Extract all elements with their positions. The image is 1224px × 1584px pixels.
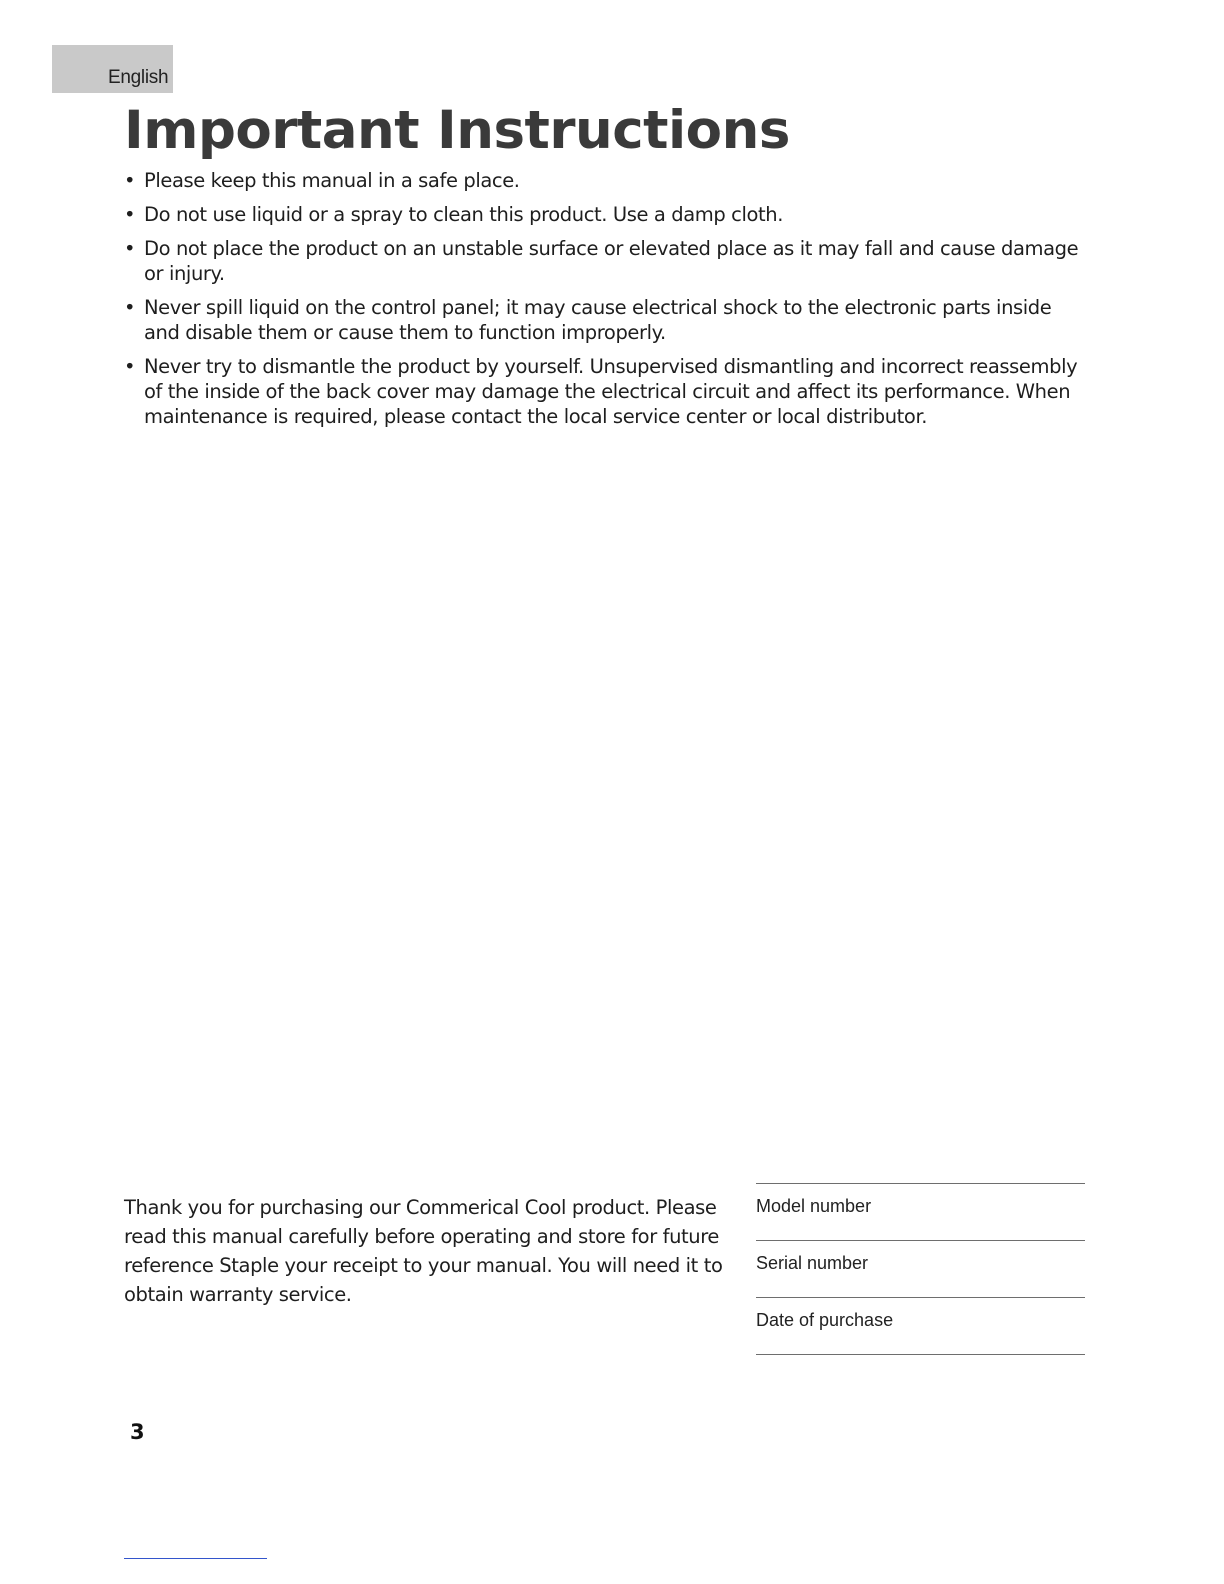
instructions-list — [124, 168, 1084, 438]
instruction-text: Do not place the product on an unstable surface or elevated place as it may fall and cause damage or injury. — [144, 237, 1079, 285]
date-of-purchase-field — [756, 1297, 1085, 1355]
instruction-text: Never spill liquid on the control panel; it may cause electrical shock to the electronic parts inside and disable them or cause them to function improperly. — [144, 296, 1052, 344]
instruction-text: Please keep this manual in a safe place. — [144, 169, 520, 192]
purchase-record-form — [756, 1183, 1085, 1355]
model-number-field — [756, 1183, 1085, 1240]
instruction-text: Never try to dismantle the product by yourself. Unsupervised dismantling and incorrect reassembly of the inside of the back cover may damage the electrical circuit and affect its performance. When maintenance is required, please contact the local service center or local distributor. — [144, 355, 1078, 428]
bullet-icon: • — [124, 296, 136, 319]
page-title: Important Instructions — [124, 100, 790, 161]
instruction-item — [124, 354, 1084, 429]
instruction-text: Do not use liquid or a spray to clean this product. Use a damp cloth. — [144, 203, 784, 226]
language-tab-label: English — [108, 67, 169, 88]
date-of-purchase-label: Date of purchase — [756, 1310, 894, 1330]
instruction-item — [124, 168, 1084, 193]
thank-you-paragraph: Thank you for purchasing our Commerical Cool product. Please read this manual carefully before operating and store for future reference Staple your receipt to your manual. You will need it to obtain warranty service. — [124, 1196, 723, 1306]
bullet-icon: • — [124, 237, 136, 260]
instruction-item — [124, 295, 1084, 345]
bullet-icon: • — [124, 355, 136, 378]
language-tab — [52, 45, 173, 93]
bullet-icon: • — [124, 169, 136, 192]
bullet-icon: • — [124, 203, 136, 226]
serial-number-label: Serial number — [756, 1253, 869, 1273]
instruction-item — [124, 202, 1084, 227]
page-number: 3 — [130, 1420, 145, 1444]
instruction-item — [124, 236, 1084, 286]
footer-divider — [124, 1558, 267, 1559]
model-number-label: Model number — [756, 1196, 872, 1216]
serial-number-field — [756, 1240, 1085, 1297]
